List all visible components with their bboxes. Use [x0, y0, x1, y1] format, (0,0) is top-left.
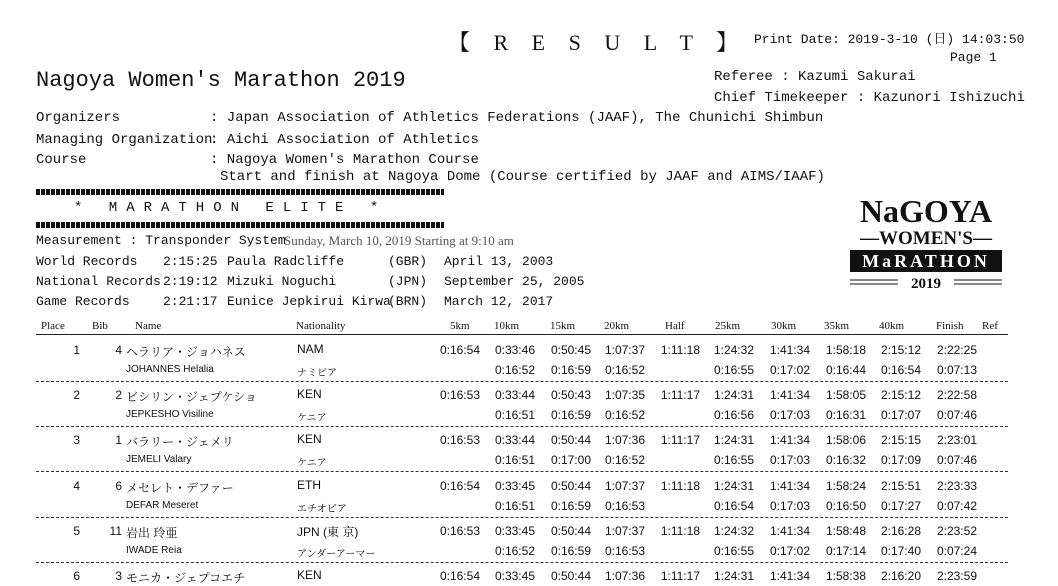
record-label: Game Records — [36, 294, 130, 309]
split-time: 1:58:38 — [825, 569, 866, 583]
nationality-jp: ナミビア — [297, 368, 337, 379]
split-time: 1:58:18 — [825, 343, 866, 357]
runner-name-jp: モニカ・ジェプコエチ — [126, 571, 246, 585]
logo-text-marathon: MaRATHON — [862, 251, 990, 271]
split-time: 0:33:46 — [494, 343, 535, 357]
page-number: Page 1 — [950, 50, 997, 65]
course-value: : Nagoya Women's Marathon Course — [210, 152, 479, 168]
split-time: 0:50:43 — [550, 388, 591, 403]
column-header: Ref — [982, 320, 998, 332]
split-time: 1:24:32 — [713, 523, 754, 538]
column-header: 5km — [450, 320, 470, 332]
split-time: 1:11:17 — [660, 388, 700, 403]
row-divider — [36, 562, 1008, 563]
split-time: 2:16:20 — [880, 569, 921, 583]
split-time: 1:07:35 — [604, 388, 645, 403]
lap-time: 0:16:52 — [494, 363, 535, 377]
lap-time: 0:16:52 — [604, 363, 645, 377]
nationality-jp: ケニア — [297, 458, 327, 470]
runner-name-jp: ビシリン・ジェプケショ — [126, 390, 257, 405]
runner-name-jp: バラリー・ジェメリ — [126, 435, 234, 450]
split-time: 0:16:54 — [439, 343, 480, 357]
lap-time: 0:16:50 — [825, 498, 866, 513]
place: 1 — [73, 343, 80, 357]
referee: Referee : Kazumi Sakurai — [714, 69, 916, 85]
split-time: 1:24:31 — [713, 569, 754, 583]
lap-time: 0:16:59 — [550, 498, 591, 513]
lap-time: 0:07:46 — [936, 453, 977, 468]
measurement: Measurement : Transponder System — [36, 233, 286, 248]
nationality-jp: エチオピア — [297, 503, 347, 515]
column-header: Place — [41, 320, 65, 332]
managing-value: : Aichi Association of Athletics — [210, 132, 479, 148]
split-time: 1:24:31 — [713, 478, 754, 493]
split-time: 0:16:54 — [439, 478, 480, 493]
split-time: 1:41:34 — [769, 433, 810, 448]
column-header: 10km — [494, 320, 520, 332]
split-time: 1:24:31 — [713, 388, 754, 403]
lap-time: 0:07:42 — [936, 498, 977, 513]
divider — [36, 189, 444, 195]
column-header: 30km — [771, 320, 797, 332]
split-time: 2:15:12 — [880, 388, 921, 403]
split-time: 0:50:45 — [550, 343, 591, 357]
split-time: 0:33:44 — [494, 388, 535, 403]
runner-name: JOHANNES Helalia — [126, 364, 214, 375]
split-time: 1:58:24 — [825, 478, 866, 493]
nationality: KEN — [297, 387, 322, 402]
column-header: Half — [665, 320, 685, 332]
lap-time: 0:16:59 — [550, 408, 591, 423]
lap-time: 0:17:00 — [550, 453, 591, 468]
logo-text-nagoya: NaGOYA — [859, 193, 993, 229]
lap-time: 0:17:03 — [769, 408, 810, 423]
place: 3 — [73, 433, 80, 448]
record-nationality: (BRN) — [388, 294, 428, 309]
lap-time: 0:16:59 — [550, 363, 591, 377]
split-time: 0:33:45 — [494, 569, 535, 583]
bib-number: 3 — [115, 569, 122, 583]
split-time: 2:23:01 — [936, 433, 977, 448]
split-time: 2:23:52 — [936, 523, 977, 538]
lap-time: 0:16:54 — [880, 363, 921, 377]
record-nationality: (GBR) — [388, 254, 428, 269]
split-time: 2:16:28 — [880, 523, 921, 538]
split-time: 2:22:58 — [936, 388, 977, 403]
lap-time: 0:17:27 — [880, 498, 921, 513]
split-time: 1:11:18 — [660, 343, 700, 357]
bib-number: 11 — [109, 523, 122, 538]
split-time: 1:11:17 — [660, 569, 700, 583]
split-time: 0:33:44 — [494, 433, 535, 448]
nationality: JPN (東 京) — [297, 524, 359, 539]
split-time: 1:11:17 — [660, 433, 700, 448]
place: 2 — [73, 388, 80, 403]
split-time: 2:15:12 — [880, 343, 921, 357]
split-time: 2:23:33 — [936, 478, 977, 493]
lap-time: 0:07:13 — [936, 363, 977, 377]
record-time: 2:21:17 — [163, 294, 218, 309]
split-time: 1:24:32 — [713, 343, 754, 357]
lap-time: 0:16:51 — [494, 498, 535, 513]
lap-time: 0:16:44 — [825, 363, 866, 377]
record-label: World Records — [36, 254, 138, 269]
runner-name: JEPKESHO Visiline — [126, 409, 214, 421]
split-time: 1:07:36 — [604, 569, 645, 583]
split-time: 0:16:53 — [439, 433, 480, 448]
nationality: NAM — [297, 342, 324, 356]
runner-name: JEMELI Valary — [126, 454, 192, 466]
split-time: 1:58:05 — [825, 388, 866, 403]
runner-name-jp: 岩出 玲亜 — [126, 525, 178, 540]
lap-time: 0:17:40 — [880, 543, 921, 558]
lap-time: 0:16:55 — [713, 363, 754, 377]
runner-name: DEFAR Meseret — [126, 499, 199, 511]
column-header: Finish — [936, 320, 964, 332]
split-time: 1:58:48 — [825, 523, 866, 538]
start-info: Sunday, March 10, 2019 Starting at 9:10 am — [284, 233, 514, 248]
column-header: Nationality — [296, 320, 346, 332]
split-time: 0:33:45 — [494, 478, 535, 493]
split-time: 1:07:36 — [604, 433, 645, 448]
lap-time: 0:16:55 — [713, 543, 754, 558]
column-header: 25km — [715, 320, 741, 332]
lap-time: 0:16:59 — [550, 543, 591, 558]
split-time: 1:11:18 — [660, 523, 700, 538]
bib-number: 6 — [115, 478, 122, 493]
column-header: Bib — [92, 320, 108, 332]
lap-time: 0:17:03 — [769, 453, 810, 468]
lap-time: 0:16:53 — [604, 543, 645, 558]
split-time: 0:33:45 — [494, 523, 535, 538]
lap-time: 0:16:52 — [604, 453, 645, 468]
split-time: 2:22:25 — [936, 343, 977, 357]
runner-name-jp: ヘラリア・ジョハネス — [126, 345, 246, 359]
record-time: 2:19:12 — [163, 274, 218, 289]
split-time: 0:50:44 — [550, 433, 591, 448]
split-time: 0:16:53 — [439, 523, 480, 538]
split-time: 1:07:37 — [604, 343, 645, 357]
lap-time: 0:17:03 — [769, 498, 810, 513]
split-time: 1:41:34 — [769, 388, 810, 403]
nationality: KEN — [297, 432, 322, 447]
marathon-logo — [838, 188, 1014, 296]
row-divider — [36, 517, 1008, 518]
event-title: Nagoya Women's Marathon 2019 — [36, 68, 406, 93]
column-header: 35km — [824, 320, 850, 332]
row-divider — [36, 471, 1008, 472]
split-time: 1:41:34 — [769, 478, 810, 493]
nationality-jp: アンダーアーマー — [297, 548, 376, 560]
lap-time: 0:16:52 — [494, 543, 535, 558]
split-time: 1:41:34 — [769, 523, 810, 538]
divider — [36, 222, 444, 228]
split-time: 1:41:34 — [769, 343, 810, 357]
bib-number: 1 — [115, 433, 122, 448]
lap-time: 0:07:24 — [936, 543, 977, 558]
lap-time: 0:17:02 — [769, 543, 810, 558]
split-time: 0:16:54 — [439, 569, 480, 583]
lap-time: 0:16:32 — [825, 453, 866, 468]
record-name: Paula Radcliffe — [227, 254, 345, 269]
lap-time: 0:16:52 — [604, 408, 645, 423]
lap-time: 0:16:51 — [494, 408, 535, 423]
split-time: 0:50:44 — [550, 569, 591, 583]
split-time: 1:07:37 — [604, 478, 645, 493]
record-label: National Records — [36, 274, 161, 289]
logo-text-year: 2019 — [911, 276, 941, 292]
split-time: 2:15:51 — [880, 478, 921, 493]
lap-time: 0:07:46 — [936, 408, 977, 423]
lap-time: 0:16:54 — [713, 498, 754, 513]
split-time: 0:50:44 — [550, 523, 591, 538]
split-time: 0:50:44 — [550, 478, 591, 493]
runner-name-jp: メセレト・デファー — [126, 480, 234, 495]
split-time: 1:41:34 — [769, 569, 810, 583]
nationality: KEN — [297, 568, 322, 582]
split-time: 2:15:15 — [880, 433, 921, 448]
row-divider — [36, 426, 1008, 427]
place: 6 — [73, 569, 80, 583]
lap-time: 0:17:07 — [880, 408, 921, 423]
record-date: April 13, 2003 — [444, 254, 554, 269]
document-title: 【 R E S U L T 】 — [448, 30, 748, 55]
lap-time: 0:16:51 — [494, 453, 535, 468]
lap-time: 0:16:53 — [604, 498, 645, 513]
lap-time: 0:17:02 — [769, 363, 810, 377]
course-description: Start and finish at Nagoya Dome (Course certified by JAAF and AIMS/IAAF) — [220, 169, 825, 185]
place: 5 — [73, 523, 80, 538]
managing-label: Managing Organization — [36, 132, 213, 148]
organizers-label: Organizers — [36, 110, 121, 126]
column-header: 20km — [604, 320, 630, 332]
organizers-value: : Japan Association of Athletics Federations (JAAF), The Chunichi Shimbun — [210, 110, 824, 126]
course-label: Course — [36, 152, 87, 168]
lap-time: 0:16:56 — [713, 408, 754, 423]
record-date: September 25, 2005 — [444, 274, 585, 289]
header-underline — [36, 334, 1008, 335]
column-header: 40km — [879, 320, 905, 332]
record-name: Eunice Jepkirui Kirwa — [227, 294, 391, 309]
bib-number: 2 — [115, 388, 122, 403]
split-time: 1:07:37 — [604, 523, 645, 538]
runner-name: IWADE Reia — [126, 544, 182, 556]
split-time: 1:58:06 — [825, 433, 866, 448]
record-time: 2:15:25 — [163, 254, 218, 269]
column-header: 15km — [550, 320, 576, 332]
bib-number: 4 — [115, 343, 122, 357]
lap-time: 0:16:55 — [713, 453, 754, 468]
place: 4 — [73, 478, 80, 493]
logo-text-womens: —WOMEN'S— — [860, 228, 992, 249]
print-date: Print Date: 2019-3-10 (日) 14:03:50 — [754, 32, 1025, 47]
record-nationality: (JPN) — [388, 274, 428, 289]
chief-timekeeper: Chief Timekeeper : Kazunori Ishizuchi — [714, 90, 1025, 106]
column-header: Name — [135, 320, 162, 332]
split-time: 2:23:59 — [936, 569, 977, 583]
nationality: ETH — [297, 477, 321, 492]
section-title: * MARATHON ELITE * — [74, 200, 388, 216]
nationality-jp: ケニア — [297, 413, 327, 425]
record-date: March 12, 2017 — [444, 294, 554, 309]
split-time: 1:11:18 — [660, 478, 700, 493]
split-time: 1:24:31 — [713, 433, 754, 448]
record-name: Mizuki Noguchi — [227, 274, 337, 289]
split-time: 0:16:53 — [439, 388, 480, 403]
lap-time: 0:17:09 — [880, 453, 921, 468]
lap-time: 0:16:31 — [825, 408, 866, 423]
row-divider — [36, 381, 1008, 382]
lap-time: 0:17:14 — [825, 543, 866, 558]
